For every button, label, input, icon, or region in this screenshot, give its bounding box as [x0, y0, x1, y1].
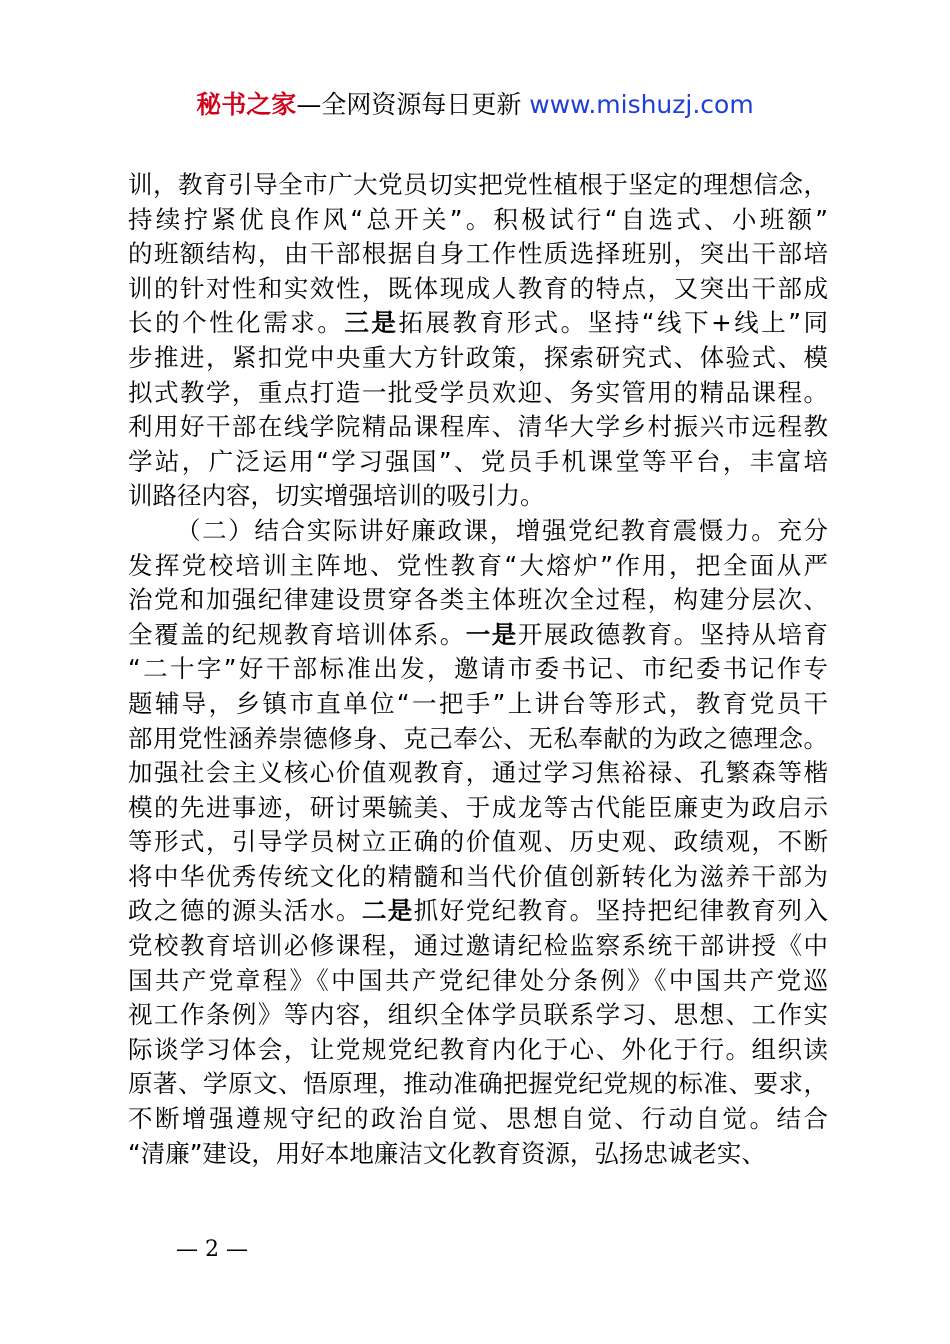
text-line: 拟式教学，重点打造一批受学员欢迎、务实管用的精品课程。: [128, 377, 828, 407]
text-line: [128, 894, 828, 929]
text-line: 步推进，紧扣党中央重大方针政策，探索研究式、体验式、模: [128, 342, 828, 372]
text-line: 训的针对性和实效性，既体现成人教育的特点，又突出干部成: [128, 273, 828, 303]
text-line: 等形式，引导学员树立正确的价值观、历史观、政绩观，不断: [128, 827, 828, 857]
text-run: 拓展教育形式。坚持“线下+线上”同: [398, 308, 829, 338]
text-line: 党校教育培训必修课程，通过邀请纪检监察系统干部讲授《中: [128, 931, 828, 961]
section-heading-line: （二）结合实际讲好廉政课，增强党纪教育震慑力。充分: [176, 515, 828, 545]
text-line: 发挥党校培训主阵地、党性教育“大熔炉”作用，把全面从严: [128, 550, 828, 580]
text-line: 训，教育引导全市广大党员切实把党性植根于坚定的理想信念，: [128, 170, 828, 199]
document-body: [128, 168, 828, 1171]
page-header: [0, 88, 950, 122]
text-line: 题辅导，乡镇市直单位“一把手”上讲台等形式，教育党员干: [128, 688, 828, 718]
text-line: 加强社会主义核心价值观教育，通过学习焦裕禄、孔繁森等楷: [128, 758, 828, 788]
text-line: 原著、学原文、悟原理，推动准确把握党纪党规的标准、要求，: [128, 1069, 828, 1099]
text-line: 持续拧紧优良作风“总开关”。积极试行“自选式、小班额”: [128, 204, 828, 234]
brand-name: 秘书之家: [196, 90, 297, 119]
text-line: 学站，广泛运用“学习强国”、党员手机课堂等平台，丰富培: [128, 446, 828, 476]
text-run: 政之德的源头活水。: [128, 896, 362, 926]
bold-marker: 二是: [361, 896, 414, 926]
text-line: 的班额结构，由干部根据自身工作性质选择班别，突出干部培: [128, 239, 828, 269]
site-url-link[interactable]: www.mishuzj.com: [521, 90, 754, 119]
text-line: “二十字”好干部标准出发，邀请市委书记、市纪委书记作专: [128, 654, 828, 684]
text-line: 将中华优秀传统文化的精髓和当代价值创新转化为滋养干部为: [128, 861, 828, 891]
bold-marker: 一是: [465, 619, 518, 649]
text-run: 开展政德教育。坚持从培育: [517, 619, 829, 649]
text-line: 不断增强遵规守纪的政治自觉、思想自觉、行动自觉。结合: [128, 1104, 828, 1134]
bold-marker: 三是: [344, 308, 399, 338]
text-run: 全覆盖的纪规教育培训体系。: [128, 619, 466, 649]
text-line: “清廉”建设，用好本地廉洁文化教育资源，弘扬忠诚老实、: [128, 1138, 766, 1168]
text-line: 视工作条例》等内容，组织全体学员联系学习、思想、工作实: [128, 1000, 828, 1030]
text-line: 模的先进事迹，研讨栗毓美、于成龙等古代能臣廉吏为政启示: [128, 792, 828, 822]
text-line: [128, 618, 828, 653]
page-number: — 2 —: [176, 1237, 248, 1262]
text-run: 抓好党纪教育。坚持把纪律教育列入: [413, 896, 829, 926]
text-line: 国共产党章程》《中国共产党纪律处分条例》《中国共产党巡: [128, 965, 828, 995]
header-tagline: —全网资源每日更新: [296, 90, 522, 119]
text-line: 训路径内容，切实增强培训的吸引力。: [128, 481, 545, 511]
text-run: 长的个性化需求。: [128, 308, 345, 338]
text-line: 部用党性涵养崇德修身、克己奉公、无私奉献的为政之德理念。: [128, 723, 828, 753]
text-line: 利用好干部在线学院精品课程库、清华大学乡村振兴市远程教: [128, 412, 828, 442]
text-line: [128, 306, 828, 341]
text-line: 际谈学习体会，让党规党纪教育内化于心、外化于行。组织读: [128, 1034, 828, 1064]
text-line: 治党和加强纪律建设贯穿各类主体班次全过程，构建分层次、: [128, 585, 828, 615]
